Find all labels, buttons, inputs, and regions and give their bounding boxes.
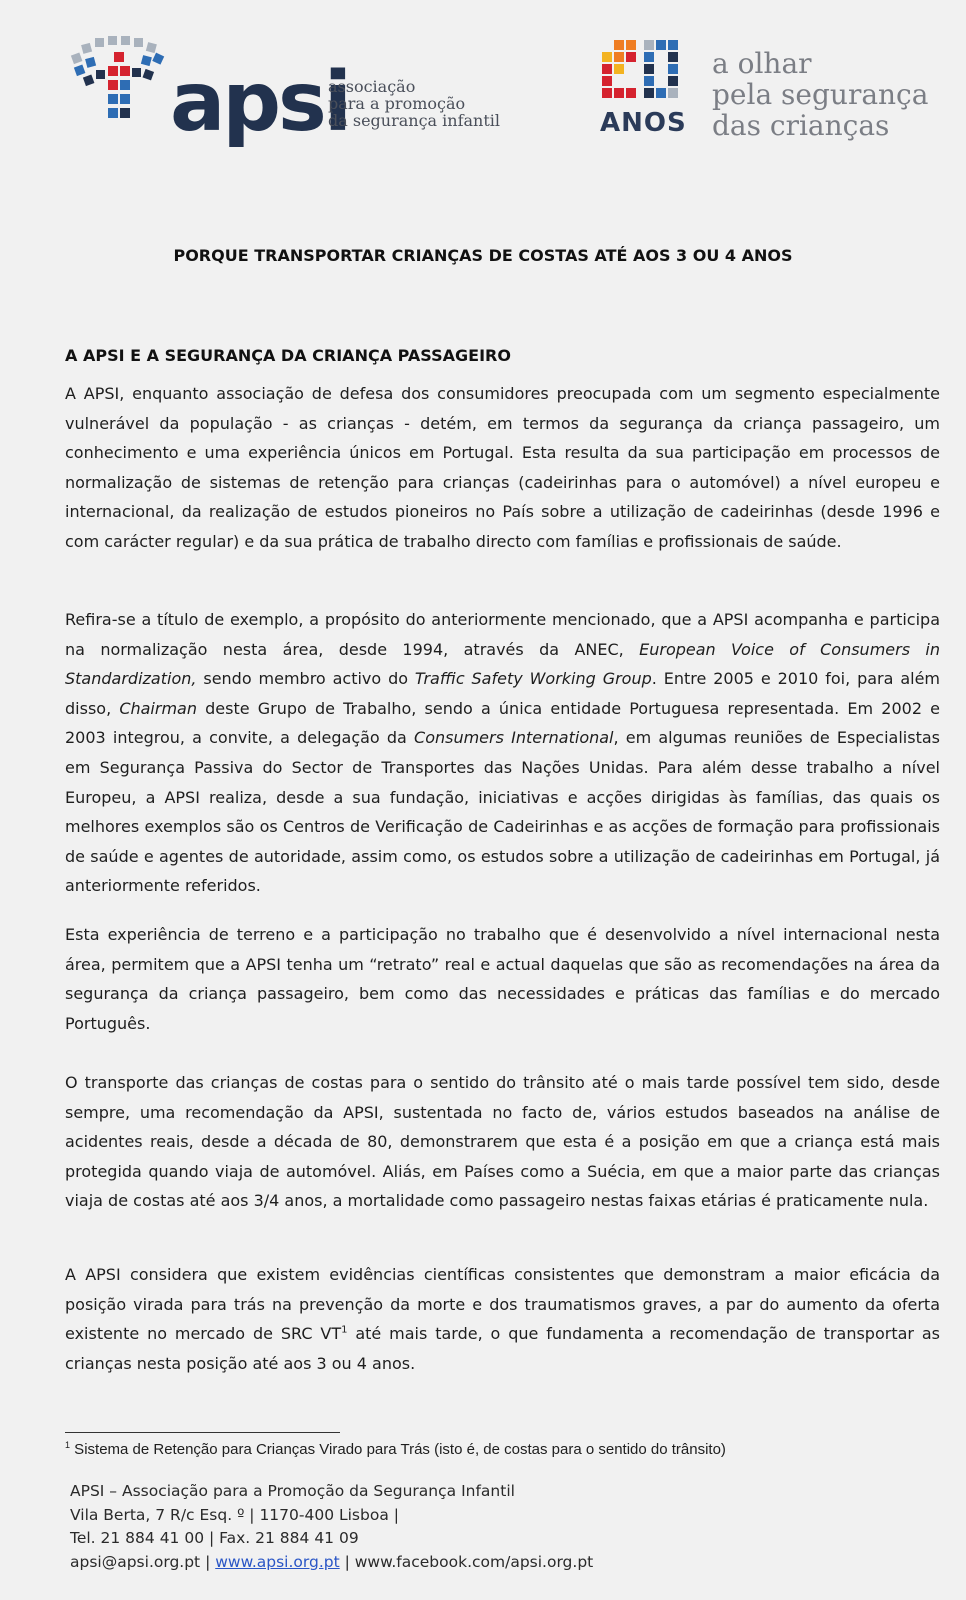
anniversary-tagline: [712, 48, 928, 141]
paragraph-2-italic: Traffic Safety Working Group: [414, 669, 652, 689]
pixel-number-icon: [592, 38, 688, 106]
paragraph-4: O transporte das crianças de costas para o sentido do trânsito até o mais tarde possível tem sido, desde sempre, uma recomendação da APSI, sustentada no facto de, vários estudos baseados na análise de acidentes reais, desde a década de 80, demonstrarem que esta é a posição em que a criança está mais protegida quando viaja de automóvel. Aliás, em Países como a Suécia, em que a maior parte das crianças viaja de costas até aos 3/4 anos, a mortalidade como passageiro nestas faixas etárias é praticamente nula.: [65, 1073, 940, 1211]
paragraph-2-italic: Chairman: [119, 698, 197, 718]
tagline-line: pela segurança: [712, 78, 929, 111]
tagline-line: das crianças: [712, 109, 890, 142]
apsi-child-figure-icon: [70, 34, 170, 134]
contact-links: [70, 1551, 870, 1575]
footnote-divider: [65, 1432, 340, 1433]
apsi-wordmark: apsi: [170, 55, 349, 150]
anniversary-logo: [600, 38, 940, 148]
footnote-marker: 1: [65, 1440, 71, 1450]
paragraph-2-text: . Entre 2005 e 2010 foi, para além disso,: [65, 669, 940, 718]
apsi-subtitle: [328, 78, 500, 129]
document-title: PORQUE TRANSPORTAR CRIANÇAS DE COSTAS ATÉ AOS 3 OU 4 ANOS: [173, 246, 793, 265]
paragraph-3: Esta experiência de terreno e a participação no trabalho que é desenvolvido a nível internacional nesta área, permitem que a APSI tenha um “retrato” real e actual daquelas que são as recomendações na área da segurança da criança passageiro, bem como das necessidades e práticas das famílias e do mercado Português.: [65, 925, 940, 1033]
paragraph-2-text: sendo membro activo do: [196, 669, 415, 689]
separator: |: [339, 1552, 355, 1571]
section-heading: A APSI E A SEGURANÇA DA CRIANÇA PASSAGEIRO: [65, 346, 511, 365]
paragraph-2: [65, 605, 940, 901]
contact-org: APSI – Associação para a Promoção da Segurança Infantil: [70, 1482, 515, 1500]
apsi-subtitle-line: para a promoção: [328, 94, 466, 113]
apsi-subtitle-line: da segurança infantil: [328, 111, 501, 130]
tagline-line: a olhar: [712, 47, 812, 80]
paragraph-5: [65, 1260, 940, 1378]
contact-phone: Tel. 21 884 41 00 | Fax. 21 884 41 09: [70, 1529, 359, 1547]
contact-block: [70, 1480, 870, 1574]
paragraph-5-text: até mais tarde, o que fundamenta a recomendação de transportar as crianças nesta posição até aos 3 ou 4 anos.: [65, 1324, 940, 1373]
paragraph-1: A APSI, enquanto associação de defesa dos consumidores preocupada com um segmento especialmente vulnerável da população - as crianças - detém, em termos da segurança da criança passageiro, um conhecimento e uma experiência únicos em Portugal. Esta resulta da sua participação em processos de normalização de sistemas de retenção para crianças (cadeirinhas para o automóvel) a nível europeu e internacional, da realização de estudos pioneiros no País sobre a utilização de cadeirinhas (desde 1996 e com carácter regular) e da sua prática de trabalho directo com famílias e profissionais de saúde.: [65, 384, 940, 551]
facebook-link[interactable]: www.facebook.com/apsi.org.pt: [354, 1552, 594, 1571]
paragraph-2-text: Refira-se a título de exemplo, a propósito do anteriormente mencionado, que a APSI acompanha e participa na normalização nesta área, desde 1994, através da ANEC,: [65, 610, 940, 659]
paragraph-5-text: A APSI considera que existem evidências científicas consistentes que demonstram a maior eficácia da posição virada para trás na prevenção da morte e dos traumatismos graves, a par do aumento da oferta existente no mercado de SRC VT: [65, 1265, 940, 1344]
separator: |: [200, 1552, 216, 1571]
apsi-logo: [70, 34, 510, 150]
website-link[interactable]: www.apsi.org.pt: [215, 1552, 340, 1571]
footnote: [65, 1441, 945, 1458]
contact-address: Vila Berta, 7 R/c Esq. º | 1170-400 Lisboa |: [70, 1505, 399, 1524]
paragraph-2-text: deste Grupo de Trabalho, sendo a única entidade Portuguesa representada. Em 2002 e 2003 integrou, a convite, a delegação da: [65, 698, 941, 748]
paragraph-2-text: , em algumas reuniões de Especialistas em Segurança Passiva do Sector de Transportes das Nações Unidas. Para além desse trabalho a nível Europeu, a APSI realiza, desde a sua fundação, iniciativas e acções dirigidas às famílias, das quais os melhores exemplos são os Centros de Verificação de Cadeirinhas e as acções de formação para profissionais de saúde e agentes de autoridade, assim como, os estudos sobre a utilização de cadeirinhas em Portugal, já anteriormente referidos.: [65, 728, 940, 896]
paragraph-2-italic: European Voice of Consumers in Standardization,: [65, 639, 940, 689]
paragraph-2-italic: Consumers International: [414, 728, 614, 748]
anos-label: ANOS: [600, 108, 687, 138]
footnote-ref: 1: [341, 1324, 348, 1336]
footnote-text: Sistema de Retenção para Crianças Virado para Trás (isto é, de costas para o sentido do trânsito): [70, 1441, 726, 1458]
apsi-subtitle-line: associação: [328, 77, 416, 96]
email-link[interactable]: apsi@apsi.org.pt: [70, 1552, 201, 1571]
